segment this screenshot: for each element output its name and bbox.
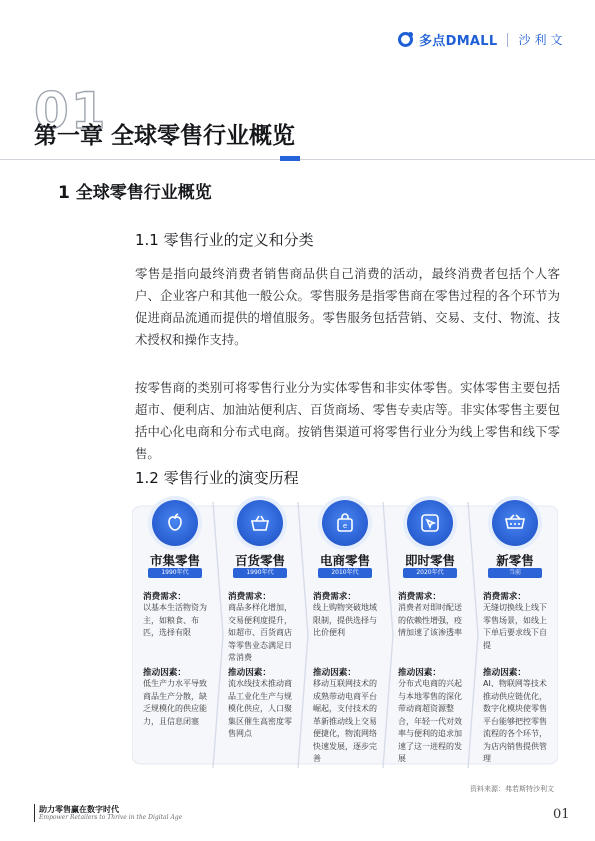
definition-paragraph: 零售是指向最终消费者销售商品供自己消费的活动，最终消费者包括个人客户、企业客户和其他一般公众。零售服务是指零售商在零售过程的各个环节为促进商品流通而提供的增值服务。零售服务包括营销、交易、支付、物流、技术授权和操作支持。 <box>135 266 560 347</box>
timeline-stage-market <box>136 500 214 770</box>
demand-label: 消费需求： <box>313 592 356 602</box>
chevron-divider-icon <box>467 502 479 768</box>
stage-name: 电商零售 <box>319 553 370 568</box>
footer-subtitle: Empower Retailers to Thrive in the Digital Age <box>39 814 183 821</box>
timeline-stage-department <box>221 500 299 770</box>
driver-text: AI、物联网等技术推动供应链优化，数字化模块使零售平台能够把控零售流程的各个环节，为店内销售提供管理 <box>483 679 547 763</box>
section-1-1-heading: 1.1 零售行业的定义和分类 <box>135 231 314 249</box>
stage-name: 即时零售 <box>404 553 455 568</box>
demand-label: 消费需求： <box>143 592 186 602</box>
demand-text: 商品多样化增加，交易便利度提升，如超市、百货商店等零售业态满足日常消费 <box>228 603 292 662</box>
driver-text: 移动互联网技术的成熟带动电商平台崛起，支付技术的革新推动线上交易便捷化，物流网络快速发展，逐步完善 <box>313 679 377 763</box>
header-logo <box>398 30 566 49</box>
driver-text: 流水线技术推动商品工业化生产与规模化供应，人口聚集区催生高密度零售网点 <box>228 679 292 738</box>
stage-era-badge: 当前 <box>488 568 542 578</box>
footer-rule <box>34 804 35 822</box>
demand-label: 消费需求： <box>228 592 271 602</box>
chevron-divider-icon <box>212 502 224 768</box>
demand-text: 无缝切换线上线下零售场景，如线上下单后要求线下自提 <box>483 603 547 650</box>
cursor-click-icon <box>407 500 453 546</box>
driver-text: 分布式电商的兴起与本地零售的深化带动商超资源整合，年轻一代对效率与便利的追求加速了这一进程的发展 <box>398 679 462 763</box>
timeline-stage-ecommerce <box>306 500 384 770</box>
apple-icon <box>152 500 198 546</box>
timeline-stage-instant <box>391 500 469 770</box>
chapter-accent-bar <box>280 156 300 161</box>
chevron-divider-icon <box>297 502 309 768</box>
demand-label: 消费需求： <box>483 592 526 602</box>
dmall-logo-text: 多点DMALL <box>419 34 498 49</box>
chapter-number: 01 <box>34 82 108 140</box>
stage-name: 市集零售 <box>149 553 200 568</box>
driver-label: 推动因素： <box>228 668 271 678</box>
page-number: 01 <box>553 807 570 822</box>
stage-name: 新零售 <box>496 553 534 568</box>
footer-title: 助力零售赢在数字时代 <box>39 805 119 814</box>
source-note: 资料来源：弗若斯特沙利文 <box>470 785 554 793</box>
driver-text: 低生产力水平导致商品生产分散，缺乏规模化的供应能力，且信息闭塞 <box>143 679 207 726</box>
retail-evolution-timeline <box>132 500 558 770</box>
stage-era-badge: 2020年代 <box>403 568 457 578</box>
driver-label: 推动因素： <box>398 668 441 678</box>
driver-label: 推动因素： <box>143 668 186 678</box>
demand-text: 线上购物突破地域限制，提供选择与比价便利 <box>313 603 377 637</box>
chapter-title: 第一章 全球零售行业概览 <box>34 123 296 149</box>
timeline-stage-new-retail <box>476 500 554 770</box>
section-1-heading: 1 全球零售行业概览 <box>58 183 212 203</box>
demand-label: 消费需求： <box>398 592 441 602</box>
demand-text: 以基本生活物资为主，如粮食、布匹，选择有限 <box>143 603 207 637</box>
chevron-divider-icon <box>382 502 394 768</box>
basket-icon <box>237 500 283 546</box>
shopping-bag-icon <box>322 500 368 546</box>
frost-sullivan-logo-text: 沙利文 <box>518 33 567 47</box>
stage-era-badge: 2010年代 <box>318 568 372 578</box>
stage-era-badge: 1990年代 <box>233 568 287 578</box>
stage-name: 百货零售 <box>234 553 285 568</box>
driver-label: 推动因素： <box>483 668 526 678</box>
logo-divider <box>507 33 508 47</box>
classification-paragraph: 按零售商的类别可将零售行业分为实体零售和非实体零售。实体零售主要包括超市、便利店、加油站便利店、百货商场、零售专卖店等。非实体零售主要包括中心化电商和分布式电商。按销售渠道可将零售行业分为线上零售和线下零售。 <box>135 380 560 461</box>
stage-era-badge: 1990年代 <box>148 568 202 578</box>
cart-icon <box>492 500 538 546</box>
dmall-logo-icon <box>398 32 413 47</box>
svg-text:e: e <box>342 522 348 530</box>
demand-text: 消费者对即时配送的依赖性增强，疫情加速了该渗透率 <box>398 603 462 637</box>
driver-label: 推动因素： <box>313 668 356 678</box>
section-1-2-heading: 1.2 零售行业的演变历程 <box>135 469 299 487</box>
